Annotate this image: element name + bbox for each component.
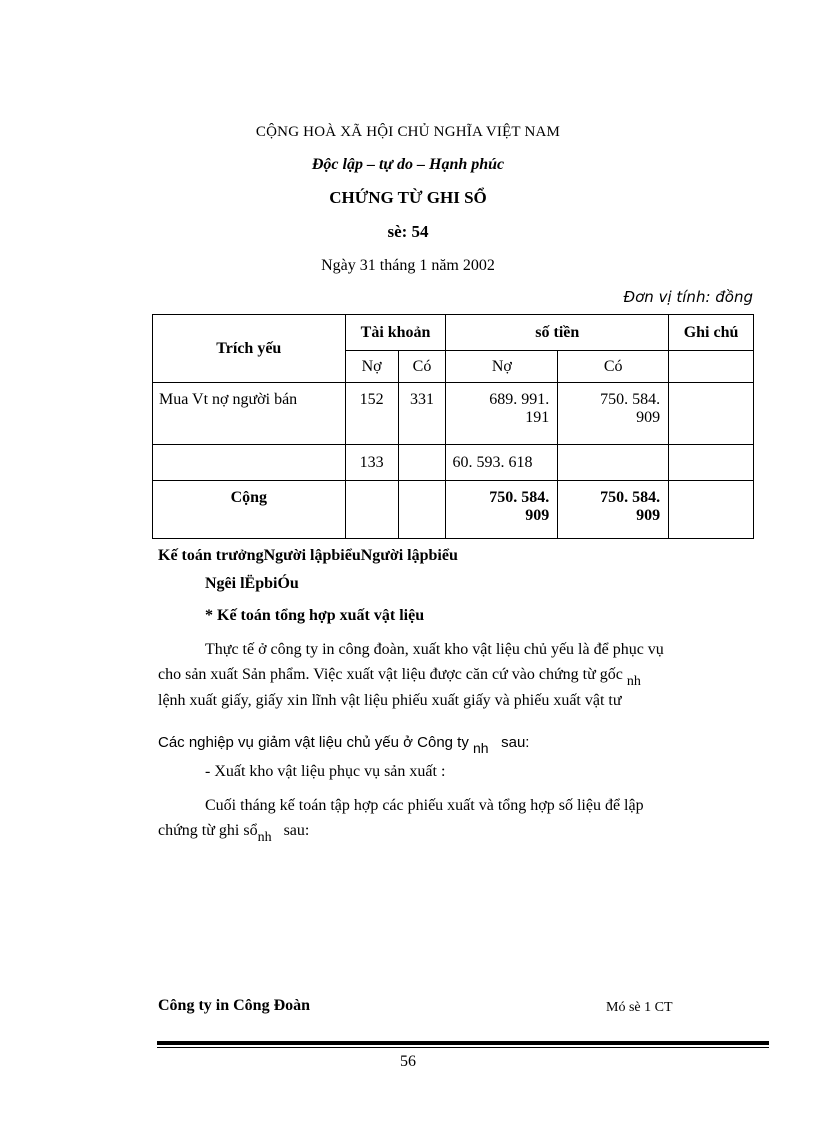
subheader-amount-debit: Nợ (446, 351, 558, 383)
row-credit-amount (558, 383, 669, 445)
document-date: Ngày 31 tháng 1 năm 2002 (321, 257, 495, 274)
amount-line: 689. 991. (489, 391, 550, 408)
nation-heading: CỘNG HOÀ XÃ HỘI CHỦ NGHĨA VIỆT NAM (255, 124, 561, 140)
row-credit-amount (558, 445, 669, 481)
paragraph-line (158, 818, 768, 844)
paragraph-line (158, 662, 768, 688)
row-debit-account: 152 (345, 383, 398, 445)
paragraph-2 (158, 730, 768, 755)
document-number: sè: 54 (387, 222, 429, 241)
paragraph-4 (158, 793, 768, 844)
company-name: Công ty in Công Đoàn (158, 997, 311, 1014)
table-row (153, 383, 754, 445)
total-debit-amount (446, 481, 558, 539)
motto: Độc lập – tự do – Hạnh phúc (311, 156, 505, 173)
section-title: * Kế toán tổng hợp xuất vật liệu (205, 607, 425, 624)
amount-line: 750. 584. (600, 391, 661, 408)
subheader-account-debit: Nợ (345, 351, 398, 383)
ledger-table (152, 314, 754, 539)
subheader-account-credit: Có (398, 351, 446, 383)
total-credit-amount (558, 481, 669, 539)
total-debit-account-empty (345, 481, 398, 539)
header-amount: số tiền (446, 315, 669, 351)
paragraph-text: sau: (283, 822, 310, 839)
subscript-text: nh (473, 740, 489, 756)
row-credit-account: 331 (398, 383, 446, 445)
header-account: Tài khoản (345, 315, 446, 351)
amount-line: 909 (525, 507, 550, 524)
row-debit-amount: 60. 593. 618 (446, 445, 558, 481)
row-summary: Mua Vt nợ người bán (153, 383, 346, 445)
form-code: Mó sè 1 CT (606, 1000, 673, 1015)
row-debit-account: 133 (345, 445, 398, 481)
table-header-row (153, 315, 754, 351)
total-credit-account-empty (398, 481, 446, 539)
page-number: 56 (400, 1053, 416, 1070)
row-note (669, 383, 754, 445)
paragraph-text: cho sản xuất Sản phẩm. Việc xuất vật liệu được căn cứ vào chứng từ gốc (158, 666, 623, 683)
amount-line: 909 (636, 409, 661, 426)
table-row (153, 445, 754, 481)
signers-line-garbled: Ngêi lËpbiÓu (205, 575, 299, 592)
row-summary (153, 445, 346, 481)
amount-line: 750. 584. (600, 489, 661, 506)
table-total-row (153, 481, 754, 539)
paragraph-1 (158, 637, 768, 713)
document-title: CHỨNG TỪ GHI SỔ (329, 188, 487, 207)
row-debit-amount (446, 383, 558, 445)
header-note: Ghi chú (669, 315, 754, 351)
total-label: Cộng (153, 481, 346, 539)
row-note (669, 445, 754, 481)
paragraph-text: sau: (501, 734, 530, 751)
footer-rule-thin (157, 1047, 769, 1048)
row-credit-account (398, 445, 446, 481)
amount-line: 909 (636, 507, 661, 524)
paragraph-line: lệnh xuất giấy, giấy xin lĩnh vật liệu phiếu xuất giấy và phiếu xuất vật tư (158, 692, 622, 709)
paragraph-line: Cuối tháng kế toán tập hợp các phiếu xuất và tổng hợp số liệu để lập (205, 797, 644, 814)
amount-line: 191 (525, 409, 550, 426)
subheader-note-empty (669, 351, 754, 383)
signers-line: Kế toán trưởngNgười lậpbiểuNgười lậpbiểu (158, 547, 458, 564)
subscript-text: nh (257, 830, 272, 845)
subscript-text: nh (626, 674, 641, 689)
total-note-empty (669, 481, 754, 539)
paragraph-3: - Xuất kho vật liệu phục vụ sản xuất : (205, 763, 446, 780)
amount-line: 750. 584. (489, 489, 550, 506)
subheader-amount-credit: Có (558, 351, 669, 383)
unit-label: Đơn vị tính: đồng (623, 288, 753, 306)
footer-rule-thick (157, 1041, 769, 1045)
header-summary: Trích yếu (153, 315, 346, 383)
paragraph-text: Các nghiệp vụ giảm vật liệu chủ yếu ở Công ty (158, 734, 469, 751)
paragraph-text: chứng từ ghi sổ (158, 822, 258, 839)
paragraph-line: Thực tế ở công ty in công đoàn, xuất kho vật liệu chủ yếu là để phục vụ (205, 641, 664, 658)
